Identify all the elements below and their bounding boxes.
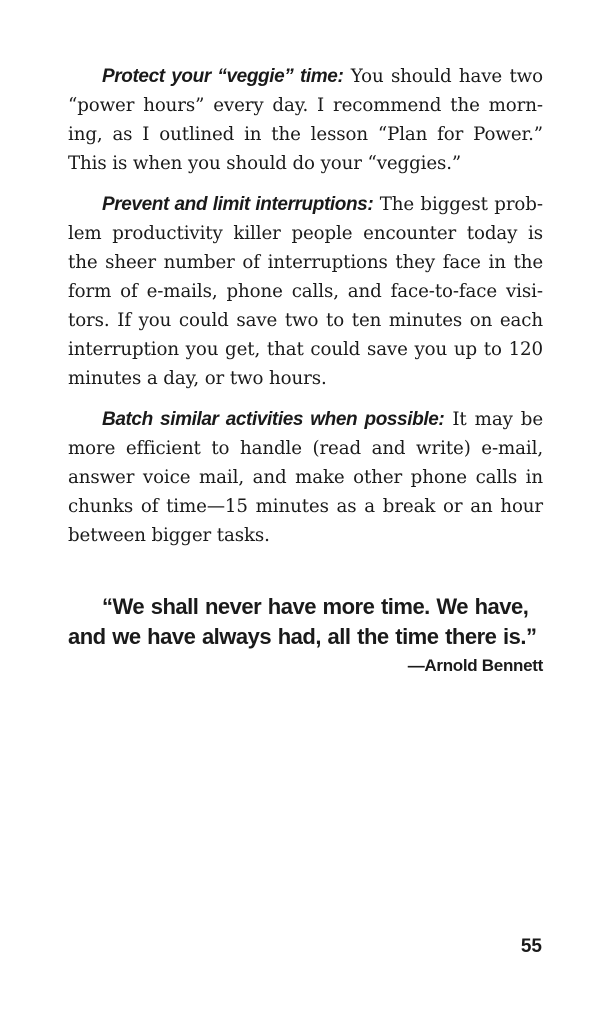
body-interruptions: The biggest problem productivity killer people encounter today is the sheer number of interruptions they face in the form of e-mails, phone calls, and face-to-face visitors. If you could save two to ten minutes on each interruption you get, that could save you up to 120 minutes a day, or two hours. [68,194,543,389]
body-batch-activities: It may be more efficient to handle (read and write) e-mail, answer voice mail, and make other phone calls in chunks of time—15 minutes as a break or an hour between bigger tasks. [68,409,543,546]
page-content [68,62,543,676]
quote-attribution: —Arnold Bennett [407,656,543,675]
paragraph-veggie-time [68,62,543,178]
quote-text: “We shall never have more time. We have, and we have always had, all the time there is.” [68,594,537,649]
quote-block [68,592,543,676]
lead-batch-activities: Batch similar activities when possible: [102,409,445,430]
lead-veggie-time: Protect your “veggie” time: [102,66,344,87]
page-number: 55 [520,936,542,957]
lead-interruptions: Prevent and limit interruptions: [102,194,374,215]
body-veggie-time: You should have two “power hours” every day. I recommend the morning, as I outlined in the lesson “Plan for Power.” This is when you should do your “veggies.” [68,66,543,174]
paragraph-interruptions [68,190,543,393]
paragraph-batch-activities [68,405,543,550]
